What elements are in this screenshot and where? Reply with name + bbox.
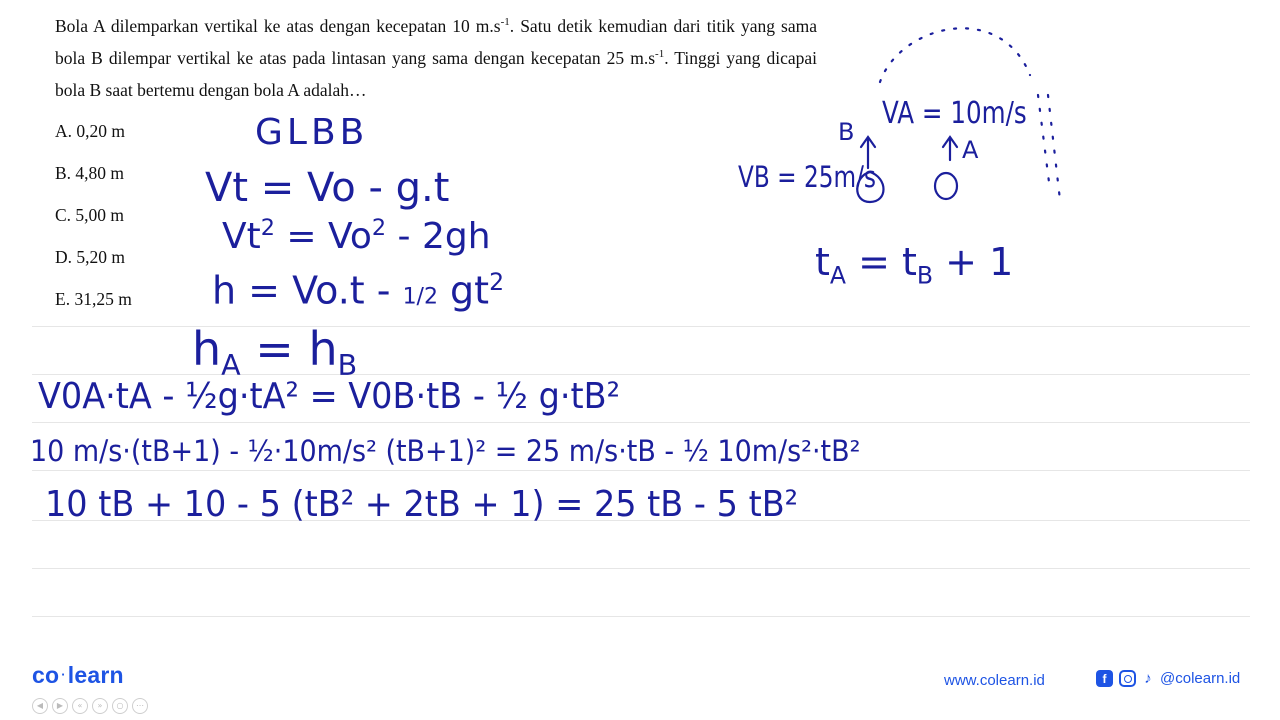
handwritten-formula-velocity-squared: $Vt^2 = Vo^2 - 2gh$ (222, 215, 491, 257)
handwritten-formula-velocity: Vt = Vo - g.t (205, 165, 450, 211)
option-c: C. 5,00 m (55, 205, 125, 225)
ball-a-label: A (962, 136, 979, 164)
facebook-icon: f (1096, 670, 1113, 687)
question-part-1: Bola A dilemparkan vertikal ke atas dengan kecepatan 10 m.s (55, 16, 501, 36)
rewind-icon[interactable]: « (72, 698, 88, 714)
option-d: D. 5,20 m (55, 247, 125, 267)
trajectory-descent (1048, 95, 1060, 200)
ball-a-arrow-icon (943, 137, 957, 160)
velocity-a-label: VA = 10m/s (882, 96, 1027, 131)
colearn-logo: co ·learn (32, 662, 124, 688)
option-b: B. 4,80 m (55, 163, 125, 183)
trajectory-descent (1038, 95, 1050, 190)
ball-a-icon (935, 173, 957, 199)
handwritten-equation-2: 10 m/s·(tB+1) - ½·10m/s² (tB+1)² = 25 m/s·tB - ½ 10m/s²·tB² (30, 434, 861, 468)
handwritten-equation-3: 10 tB + 10 - 5 (tB² + 2tB + 1) = 25 tB - 5 tB² (45, 484, 799, 525)
social-links (1096, 670, 1240, 687)
zoom-icon[interactable]: ○ (112, 698, 128, 714)
option-e: E. 31,25 m (55, 289, 132, 309)
player-controls (32, 695, 152, 714)
website-url: www.colearn.id (944, 672, 1045, 689)
social-handle: @colearn.id (1160, 670, 1241, 687)
ball-b-label: B (838, 118, 855, 146)
handwritten-time-relation: $t_A = t_B + 1$ (815, 240, 1014, 290)
more-icon[interactable]: ⋯ (132, 698, 148, 714)
question-part-2: . Satu detik kemudian dari titik yang sama bola B dilempar vertikal ke atas pada lintasan yang sama dengan kecepatan 25 m.s (55, 16, 817, 68)
ball-b-arrow-icon (861, 137, 875, 168)
unit-exponent-1: -1 (500, 16, 510, 29)
handwritten-formula-height: h = Vo.t - 1/2 $gt^2$ (212, 268, 505, 313)
tiktok-icon: ♪ (1144, 670, 1152, 687)
handwritten-equation-1: V0A·tA - ½g·tA² = V0B·tB - ½ g·tB² (38, 376, 621, 417)
handwritten-heights-equal: $h_A = h_B$ (192, 322, 358, 383)
handwritten-glbb: GLBB (255, 112, 369, 153)
next-icon[interactable]: ▶ (52, 698, 68, 714)
trajectory-arc (880, 28, 1030, 82)
option-a: A. 0,20 m (55, 121, 125, 141)
question-part-3: . Tinggi yang dicapai bola B saat bertemu dengan bola A adalah… (55, 48, 817, 100)
ball-b-icon (857, 172, 883, 202)
instagram-icon (1119, 670, 1136, 687)
unit-exponent-2: -1 (655, 48, 665, 61)
velocity-b-label: VB = 25m/s (738, 160, 876, 194)
prev-icon[interactable]: ◀ (32, 698, 48, 714)
forward-icon[interactable]: » (92, 698, 108, 714)
